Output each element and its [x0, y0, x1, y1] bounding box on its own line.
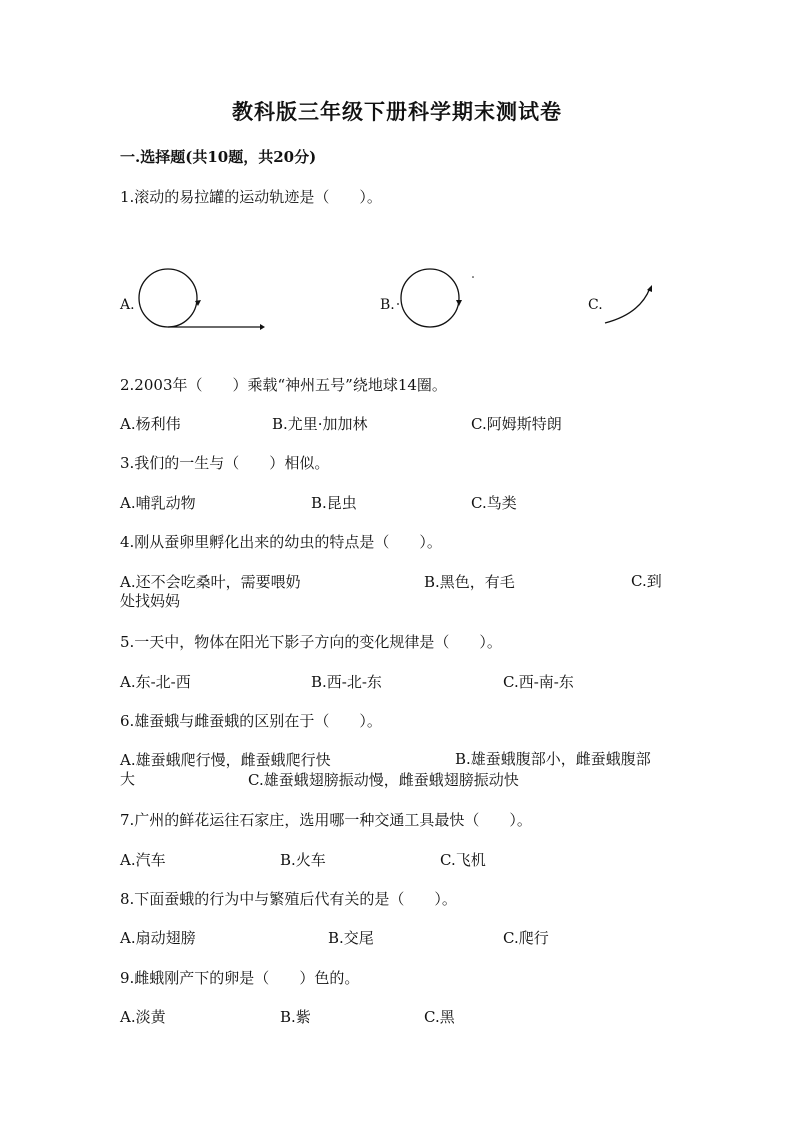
q8-option-b: B.交尾 — [328, 929, 374, 947]
q3-option-b: B.昆虫 — [311, 494, 357, 512]
q1-figure-a-circle-then-line — [135, 265, 275, 335]
q5-option-b: B.西-北-东 — [311, 673, 382, 691]
question-2-stem: 2.2003年（ ）乘载“神州五号”绕地球14圈。 — [120, 376, 447, 394]
section-heading: 一.选择题(共10题，共20分) — [120, 148, 317, 166]
q4-option-b: B.黑色，有毛 — [424, 573, 515, 591]
question-9-stem: 9.雌蛾刚产下的卵是（ ）色的。 — [120, 969, 360, 987]
q7-option-c: C.飞机 — [440, 851, 486, 869]
q1-figure-b-circle — [395, 265, 485, 335]
question-4-stem: 4.刚从蚕卵里孵化出来的幼虫的特点是（ ）。 — [120, 533, 442, 551]
q3-option-c: C.鸟类 — [471, 494, 517, 512]
q8-option-a: A.扇动翅膀 — [120, 929, 196, 947]
q2-option-a: A.杨利伟 — [120, 415, 181, 433]
question-1-stem: 1.滚动的易拉罐的运动轨迹是（ ）。 — [120, 188, 382, 206]
q3-option-a: A.哺乳动物 — [120, 494, 196, 512]
question-3-stem: 3.我们的一生与（ ）相似。 — [120, 454, 330, 472]
q8-option-c: C.爬行 — [503, 929, 549, 947]
q7-option-a: A.汽车 — [120, 851, 166, 869]
q5-option-a: A.东-北-西 — [120, 673, 191, 691]
question-8-stem: 8.下面蚕蛾的行为中与繁殖后代有关的是（ ）。 — [120, 890, 457, 908]
q1-figure-c-arc — [600, 282, 660, 327]
q2-option-b: B.尤里·加加林 — [272, 415, 368, 433]
q7-option-b: B.火车 — [280, 851, 326, 869]
q4-option-a: A.还不会吃桑叶，需要喂奶 — [120, 573, 301, 591]
q6-option-a: A.雄蚕蛾爬行慢，雌蚕蛾爬行快 — [120, 751, 331, 769]
q5-option-c: C.西-南-东 — [503, 673, 574, 691]
q1-option-c-label: C. — [588, 297, 603, 313]
q9-option-c: C.黑 — [424, 1008, 455, 1026]
q2-option-c: C.阿姆斯特朗 — [471, 415, 562, 433]
q6-option-b: B.雄蚕蛾腹部小，雌蚕蛾腹部大 — [120, 750, 651, 788]
q1-option-a-label: A. — [120, 297, 135, 313]
question-6-stem: 6.雄蚕蛾与雌蚕蛾的区别在于（ ）。 — [120, 712, 382, 730]
q1-option-b-label: B. — [380, 297, 395, 313]
q9-option-a: A.淡黄 — [120, 1008, 166, 1026]
q9-option-b: B.紫 — [280, 1008, 311, 1026]
question-7-stem: 7.广州的鲜花运往石家庄，选用哪一种交通工具最快（ ）。 — [120, 811, 532, 829]
question-5-stem: 5.一天中，物体在阳光下影子方向的变化规律是（ ）。 — [120, 633, 502, 651]
q4-option-c: C.到处找妈妈 — [120, 572, 662, 610]
q6-option-c: C.雄蚕蛾翅膀振动慢，雌蚕蛾翅膀振动快 — [248, 771, 519, 789]
page-title: 教科版三年级下册科学期末测试卷 — [232, 99, 562, 124]
